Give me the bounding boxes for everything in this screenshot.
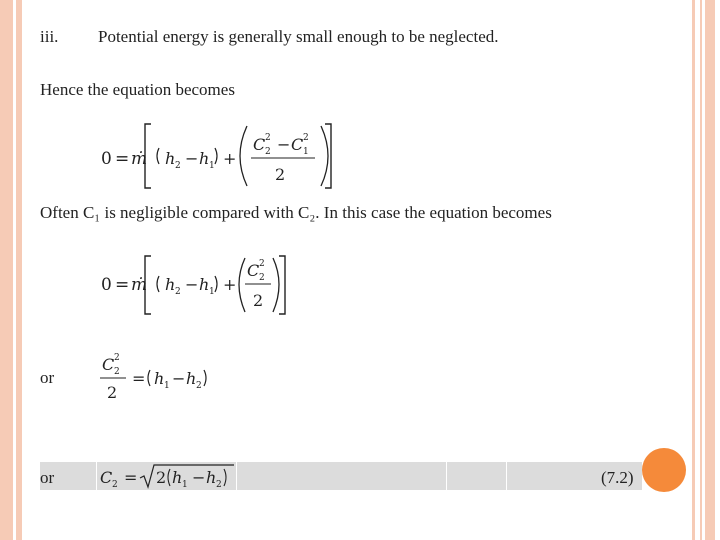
eq1-equals: = <box>115 149 130 169</box>
eq1-minus: − <box>185 149 199 168</box>
eq2-c2: C <box>247 261 260 280</box>
hence-text: Hence the equation becomes <box>40 80 235 99</box>
eq1-c1: C <box>291 135 304 154</box>
eq4-two: 2 <box>156 468 167 487</box>
eq3-c2-sub: 2 <box>114 367 120 377</box>
eq1-mdot: ṁ <box>131 149 148 169</box>
equation-number: (7.2) <box>601 468 634 487</box>
eq2-c2-sup: 2 <box>259 259 265 269</box>
eq1-h2: h <box>165 149 176 168</box>
left-border-stripe <box>0 0 22 540</box>
eq3-h2: h <box>186 369 197 388</box>
or-label-2: or <box>40 468 55 487</box>
eq3-denominator: 2 <box>107 383 118 402</box>
eq1-plus: + <box>223 149 237 168</box>
equation-c2-final <box>98 462 238 490</box>
accent-circle <box>642 448 686 492</box>
eq1-h1: h <box>199 149 210 168</box>
eq4-c2: C <box>100 468 113 487</box>
eq1-c2-sup: 2 <box>265 133 271 143</box>
eq3-equals: = <box>132 369 146 388</box>
eq3-h1-sub: 1 <box>164 381 170 391</box>
eq3-c2: C <box>102 355 115 374</box>
eq2-plus: + <box>223 275 237 294</box>
eq1-c2: C <box>253 135 266 154</box>
often-text: Often C₁ is negligible compared with C₂. In this case the equation becomes <box>40 203 552 222</box>
eq4-h2-sub: 2 <box>216 480 222 490</box>
equation-energy-full <box>95 118 345 194</box>
eq2-h1: h <box>199 275 210 294</box>
eq2-c2-sub: 2 <box>259 273 265 283</box>
eq3-minus: − <box>172 369 186 388</box>
eq1-minus-2: − <box>277 135 291 154</box>
eq4-h2: h <box>206 468 217 487</box>
right-border-stripes <box>688 0 720 540</box>
eq4-h1-sub: 1 <box>182 480 188 490</box>
or-label-1: or <box>40 368 55 387</box>
eq2-h2: h <box>165 275 176 294</box>
equation-energy-simplified <box>95 250 295 320</box>
eq2-zero: 0 <box>101 275 112 295</box>
eq3-h1: h <box>154 369 165 388</box>
eq2-h1-sub: 1 <box>209 287 215 297</box>
eq1-h1-sub: 1 <box>209 161 215 171</box>
eq1-c1-sup: 2 <box>303 133 309 143</box>
eq1-zero: 0 <box>101 149 112 169</box>
eq1-h2-sub: 2 <box>175 161 181 171</box>
eq2-h2-sub: 2 <box>175 287 181 297</box>
eq1-c1-sub: 1 <box>303 147 309 157</box>
list-number-iii: iii. <box>40 27 59 46</box>
equation-c2-squared <box>98 350 218 402</box>
line-iii-text: Potential energy is generally small enough to be neglected. <box>98 27 499 46</box>
eq4-minus: − <box>192 468 206 487</box>
eq1-denominator: 2 <box>275 165 286 184</box>
eq2-mdot: ṁ <box>131 275 148 295</box>
eq3-c2-sup: 2 <box>114 353 120 363</box>
eq2-minus: − <box>185 275 199 294</box>
eq1-c2-sub: 2 <box>265 147 271 157</box>
eq2-denominator: 2 <box>253 291 264 310</box>
eq4-equals: = <box>124 468 138 487</box>
eq4-h1: h <box>172 468 183 487</box>
eq2-equals: = <box>115 275 130 295</box>
eq4-c2-sub: 2 <box>112 480 118 490</box>
eq3-h2-sub: 2 <box>196 381 202 391</box>
